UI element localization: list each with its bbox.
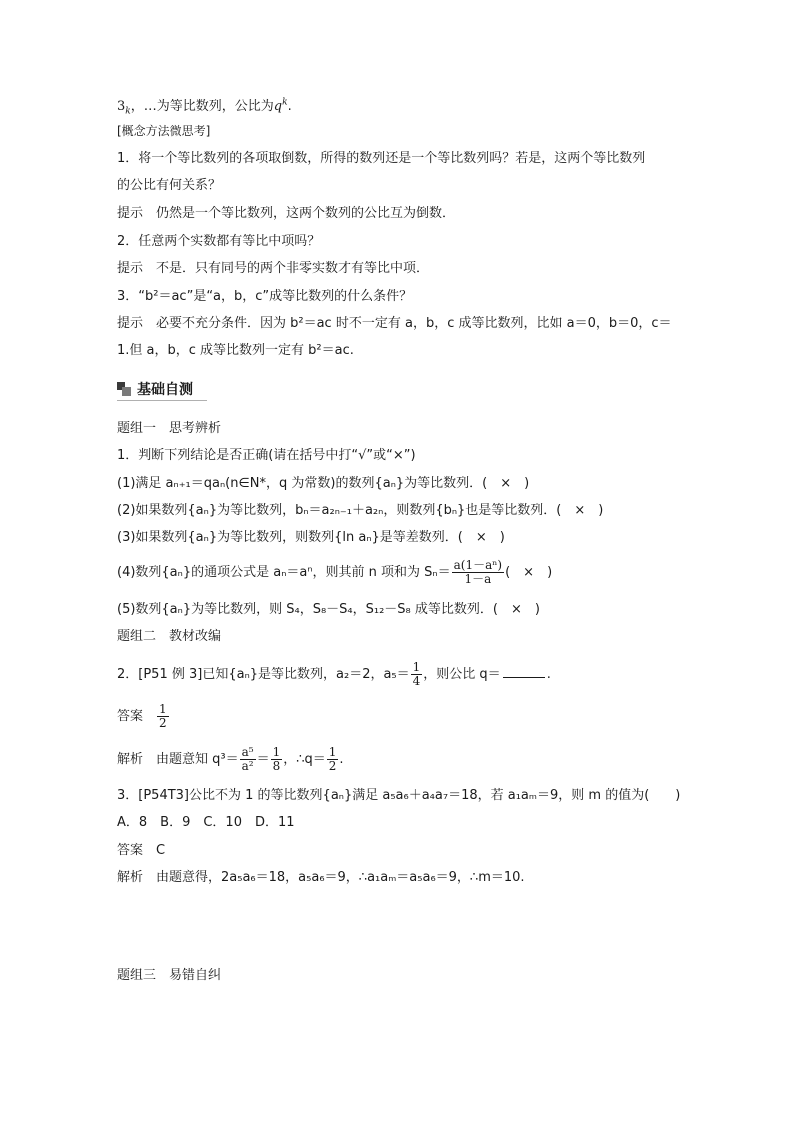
group1-s5: (5)数列{aₙ}为等比数列，则 S₄，S₈－S₄，S₁₂－S₈ 成等比数列．( × )	[117, 602, 540, 617]
group1-s3: (3)如果数列{aₙ}为等比数列，则数列{ln aₙ}是等差数列．( × )	[117, 530, 505, 545]
fraction-half: $\frac{1}{2}$	[328, 745, 337, 773]
group2-explanation3: 解析 由题意得，2a₅a₆＝18，a₅a₆＝9，∴a₁aₘ＝a₅a₆＝9，∴m＝10.	[117, 870, 525, 885]
group1-s4: (4)数列{aₙ}的通项公式是 aₙ＝aⁿ，则其前 n 项和为 Sₙ＝ $\frac{\text{a(1－aⁿ)}}{1-a}$ ( × )	[117, 558, 553, 586]
concept-a2: 提示 不是．只有同号的两个非零实数才有等比中项．	[117, 261, 430, 276]
fraction-ratio: $\frac{\text{a⁵}}{\text{a²}}$	[241, 745, 254, 773]
intro-line: $3_k$，…为等比数列，公比为$q^k$.	[117, 97, 292, 117]
group1-title: 题组一 思考辨析	[117, 421, 222, 436]
group1-q1: 1．判断下列结论是否正确(请在括号中打“√”或“×”)	[117, 448, 416, 463]
concept-header: [概念方法微思考]	[117, 124, 211, 138]
group2-answer3: 答案 C	[117, 843, 166, 858]
concept-a3-line1: 提示 必要不充分条件．因为 b²＝ac 时不一定有 a，b，c 成等比数列，比如 a＝0，b＝0，c＝	[117, 316, 672, 331]
group1-s2: (2)如果数列{aₙ}为等比数列，bₙ＝a₂ₙ₋₁＋a₂ₙ，则数列{bₙ}也是等比数列．( × )	[117, 503, 604, 518]
group2-q2: 2．[P51 例 3]已知{aₙ}是等比数列，a₂＝2，a₅＝ $\frac{1}{4}$ ，则公比 q＝ .	[117, 660, 551, 688]
concept-q1-line1: 1．将一个等比数列的各项取倒数，所得的数列还是一个等比数列吗？若是，这两个等比数列	[117, 151, 646, 166]
section-square-icon	[117, 382, 131, 396]
group3-title: 题组三 易错自纠	[117, 968, 222, 983]
group2-title: 题组二 教材改编	[117, 629, 222, 644]
group2-explanation: 解析 由题意知 q³＝ $\frac{\text{a⁵}}{\text{a²}}$ ＝ $\frac{1}{8}$ ，∴q＝ $\frac{1}{2}$ .	[117, 745, 344, 773]
answer-blank[interactable]	[503, 664, 545, 678]
concept-a3-line2: 1.但 a，b，c 成等比数列一定有 b²＝ac.	[117, 343, 354, 358]
fraction-sum: $\frac{\text{a(1－aⁿ)}}{1-a}$	[453, 558, 503, 586]
fraction-a5: $\frac{1}{4}$	[412, 660, 421, 688]
concept-q3: 3．“b²＝ac”是“a，b，c”成等比数列的什么条件？	[117, 289, 413, 304]
concept-q2: 2．任意两个实数都有等比中项吗？	[117, 234, 321, 249]
fraction-eighth: $\frac{1}{8}$	[272, 745, 281, 773]
group1-s1: (1)满足 aₙ₊₁＝qaₙ(n∈N*，q 为常数)的数列{aₙ}为等比数列．( × )	[117, 476, 530, 491]
group2-answer: 答案 $\frac{1}{2}$	[117, 702, 167, 730]
section-heading	[117, 378, 207, 401]
fraction-answer: $\frac{1}{2}$	[159, 702, 167, 730]
section-title: 基础自测	[137, 382, 193, 398]
group2-options: A．8 B．9 C．10 D．11	[117, 815, 295, 830]
concept-q1-line2: 的公比有何关系？	[117, 178, 222, 193]
concept-a1: 提示 仍然是一个等比数列，这两个数列的公比互为倒数．	[117, 206, 456, 221]
group2-q3: 3．[P54T3]公比不为 1 的等比数列{aₙ}满足 a₅a₆＋a₄a₇＝18，若 a₁aₘ＝9，则 m 的值为( )	[117, 788, 681, 803]
